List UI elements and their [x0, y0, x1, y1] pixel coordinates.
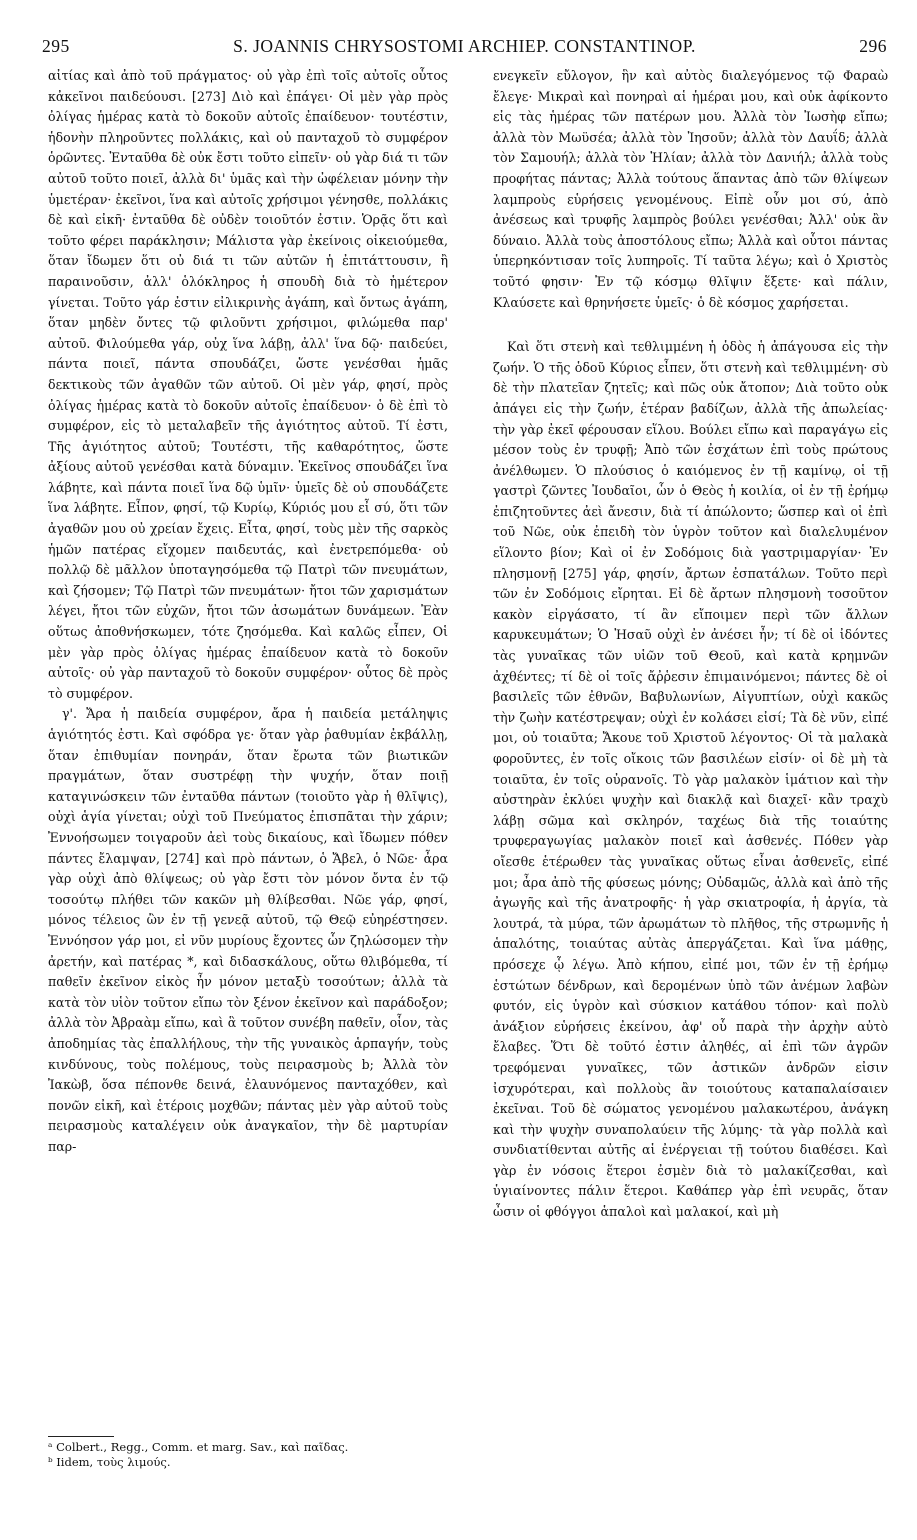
- running-title: S. JOANNIS CHRYSOSTOMI ARCHIEP. CONSTANTINOP.: [233, 36, 696, 56]
- footnotes: [48, 1440, 468, 1470]
- footnote-b: ᵇ Iidem, τοὺς λιμούς.: [48, 1455, 171, 1469]
- left-paragraph-1: αἰτίας καὶ ἀπὸ τοῦ πράγματος· οὐ γὰρ ἐπὶ τοῖς αὐτοῖς οὗτος κἀκεῖνοι παιδεύουσι. [273] Διὸ καὶ ἐπάγει· Οἱ μὲν γὰρ πρὸς ὀλίγας ἡμέρας κατὰ τὸ δοκοῦν αὐτοῖς ἐπαίδευον· τουτέστιν, ἡδονὴν πληροῦντες πολλάκις, καὶ οὐ πανταχοῦ τὸ συμφέρον ὁρῶντες. Ἐνταῦθα δὲ οὐκ ἔστι τοῦτο εἰπεῖν· οὐ γὰρ διά τι τῶν αὐτοῦ τοῦτο ποιεῖ, ἀλλὰ δι' ὑμᾶς καὶ τὴν ὠφέλειαν μόνην τὴν ὑμετέραν· ἐκεῖνοι, ἵνα καὶ αὐτοῖς χρήσιμοι γένησθε, πολλάκις δὲ καὶ εἰκῆ· ἐνταῦθα δὲ οὐδὲν τοιοῦτόν ἐστιν. Ὁρᾷς ὅτι καὶ τοῦτο φέρει παράκλησιν; Μάλιστα γὰρ ἐκείνοις οἰκειούμεθα, ὅταν ἴδωμεν ὅτι οὐ διά τι τῶν αὐτῶν ἡ ἐπιτάττουσιν, ἢ παραινοῦσιν, ἀλλ' ὁλόκληρος ἡ σπουδὴ διὰ τὸ ἡμέτερον γίνεται. Τοῦτο γάρ ἐστιν εἰλικρινὴς ἀγάπη, καὶ ὄντως ἀγάπη, ὅταν μηδὲν ὄντες τῷ φιλοῦντι χρήσιμοι, φιλώμεθα παρ' αὐτοῦ. Φιλούμεθα γάρ, οὐχ ἵνα λάβῃ, ἀλλ' ἵνα δῷ· παιδεύει, πάντα ποιεῖ, πάντα σπουδάζει, ὥστε γενέσθαι ἡμᾶς δεκτικοὺς τῶν ἀγαθῶν τῶν αὐτοῦ. Οἱ μὲν γάρ, φησί, πρὸς ὀλίγας ἡμέρας κατὰ τὸ δοκοῦν αὐτοῖς ἐπαίδευον· ὁ δὲ ἐπὶ τὸ συμφέρον, εἰς τὸ μεταλαβεῖν τῆς ἁγιότητος αὐτοῦ. Τί ἐστι, Τῆς ἁγιότητος αὐτοῦ; Τουτέστι, τῆς καθαρότητος, ὥστε ἀξίους αὐτοῦ γενέσθαι κατὰ δύναμιν. Ἐκεῖνος σπουδάζει ἵνα λάβητε, καὶ πάντα ποιεῖ ἵνα δῷ ὑμῖν· ὑμεῖς δὲ οὐ σπουδάζετε ἵνα λάβητε. Εἶπον, φησί, τῷ Κυρίῳ, Κύριός μου εἶ σύ, ὅτι τῶν ἀγαθῶν μου οὐ χρείαν ἔχεις. Εἶτα, φησί, τοὺς μὲν τῆς σαρκὸς ἡμῶν πατέρας εἴχομεν παιδευτάς, καὶ ἐνετρεπόμεθα· οὐ πολλῷ δὲ μᾶλλον ὑποταγησόμεθα τῷ Πατρὶ τῶν πνευμάτων, καὶ ζήσομεν; Τῷ Πατρὶ τῶν πνευμάτων· ἤτοι τῶν χαρισμάτων λέγει, ἤτοι τῶν εὐχῶν, ἤτοι τῶν ἀσωμάτων δυνάμεων. Ἐὰν οὕτως ἀποθνήσκωμεν, τότε ζησόμεθα. Καὶ καλῶς εἶπεν, Οἱ μὲν γὰρ πρὸς ὀλίγας ἡμέρας ἐπαίδευον κατὰ τὸ δοκοῦν αὐτοῖς· οὐ γὰρ πανταχοῦ τὸ δοκοῦν συμφέρον· οὗτος δὲ πρὸς τὸ συμφέρον.: [48, 68, 448, 701]
- left-column: [48, 66, 448, 1157]
- right-paragraph-1: ενεγκεῖν εὔλογον, ἣν καὶ αὐτὸς διαλεγόμενος τῷ Φαραὼ ἔλεγε· Μικραὶ καὶ πονηραὶ αἱ ἡμέραι μου, καὶ οὐκ ἀφίκοντο εἰς τὰς ἡμέρας τῶν πατέρων μου. Ἀλλὰ τὸν Ἰωσὴφ εἴπω; ἀλλὰ τὸν Μωϋσέα; ἀλλὰ τὸν Ἰησοῦν; ἀλλὰ τὸν Δαυΐδ; ἀλλὰ τὸν Σαμουήλ; ἀλλὰ τὸν Ἠλίαν; ἀλλὰ τὸν Δανιήλ; ἀλλὰ τοὺς προφήτας πάντας; Ἀλλὰ τούτους ἅπαντας ἀπὸ τῶν θλίψεων λαμπροὺς εὑρήσεις γενομένους. Εἰπὲ οὖν μοι σύ, ἀπὸ ἀνέσεως καὶ τρυφῆς λαμπρὸς βούλει γενέσθαι; Ἀλλ' οὐκ ἂν δύναιο. Ἀλλὰ τοὺς ἀποστόλους εἴπω; Ἀλλὰ καὶ οὗτοι πάντας ὑπερηκόντισαν τοῖς λυπηροῖς. Τί ταῦτα λέγω; καὶ ὁ Χριστὸς τοῦτό φησιν· Ἐν τῷ κόσμῳ θλῖψιν ἕξετε· καὶ πάλιν, Κλαύσετε καὶ θρηνήσετε ὑμεῖς· ὁ δὲ κόσμος χαρήσεται.: [493, 68, 888, 310]
- left-paragraph-2: γ'. Ἄρα ἡ παιδεία συμφέρον, ἄρα ἡ παιδεία μετάληψις ἁγιότητός ἐστι. Καὶ σφόδρα γε· ὅταν γὰρ ῥαθυμίαν ἐκβάλλῃ, ὅταν ἐπιθυμίαν πονηράν, ὅταν ἔρωτα τῶν βιωτικῶν πραγμάτων, ὅταν συστρέφῃ τὴν ψυχήν, ὅταν ποιῇ καταγινώσκειν τῶν ἐνταῦθα πάντων (τοιοῦτο γὰρ ἡ θλῖψις), οὐχὶ ἁγία γίνεται; οὐχὶ τοῦ Πνεύματος ἐπισπᾶται τὴν χάριν; Ἐννοήσωμεν τοιγαροῦν ἀεὶ τοὺς δικαίους, καὶ ἴδωμεν πόθεν πάντες ἔλαμψαν, [274] καὶ πρὸ πάντων, ὁ Ἄβελ, ὁ Νῶε· ἆρα γὰρ οὐχὶ ἀπὸ θλίψεως; οὐ γὰρ ἔστι τὸν μόνον ὄντα ἐν τῷ τοσούτῳ πλήθει τῶν κακῶν μὴ θλίβεσθαι. Νῶε γάρ, φησί, μόνος τέλειος ὢν ἐν τῇ γενεᾷ αὐτοῦ, τῷ Θεῷ εὐηρέστησεν. Ἐννόησον γάρ μοι, εἰ νῦν μυρίους ἔχοντες ὧν ζηλώσομεν τὴν ἀρετήν, καὶ πατέρας *, καὶ διδασκάλους, οὕτω θλιβόμεθα, τί παθεῖν ἐκεῖνον εἰκὸς ἦν μόνον μεταξὺ τοσούτων; ἀλλὰ τὰ κατὰ τὸν υἱὸν τοῦτον εἴπω τὸν ξένον ἐκεῖνον καὶ παράδοξον; ἀλλὰ τὸν Ἀβραὰμ εἴπω, καὶ ἃ τοῦτον συνέβη παθεῖν, οἷον, τὰς ἀποδημίας τὰς ἐπαλλήλους, τὴν τῆς γυναικὸς ἁρπαγήν, τοὺς κινδύνους, τοὺς πολέμους, τοὺς πειρασμοὺς b; Ἀλλὰ τὸν Ἰακὼβ, ὅσα πέπονθε δεινά, ἐλαυνόμενος πανταχόθεν, καὶ πονῶν εἰκῆ, καὶ ἑτέροις μοχθῶν; πάντας μὲν γὰρ αὐτοῦ τοὺς πειρασμοὺς καταλέγειν οὐκ ἀναγκαῖον, τὴν δὲ μαρτυρίαν παρ-: [48, 706, 448, 1154]
- footnote-a: ᵃ Colbert., Regg., Comm. et marg. Sav., καὶ παῖδας.: [48, 1440, 349, 1454]
- page-number-right: 296: [859, 36, 887, 56]
- page-number-left: 295: [42, 36, 70, 56]
- running-head: [42, 36, 887, 58]
- paragraph-gap: [493, 313, 888, 337]
- right-column: [493, 66, 888, 1223]
- footnote-rule: [48, 1436, 114, 1437]
- right-paragraph-2: Καὶ ὅτι στενὴ καὶ τεθλιμμένη ἡ ὁδὸς ἡ ἀπάγουσα εἰς τὴν ζωήν. Ὁ τῆς ὁδοῦ Κύριος εἶπεν, ὅτι στενὴ καὶ τεθλιμμένη· σὺ δὲ τὴν πλατεῖαν ζητεῖς; καὶ πῶς οὐκ ἄτοπον; Διὰ τοῦτο οὐκ ἀπάγει εἰς τὴν ζωήν, ἑτέραν βαδίζων, ἀλλὰ τῆς ἀπωλείας· τὴν γὰρ ἐκεῖ φέρουσαν εἵλου. Βούλει εἴπω καὶ παραγάγω εἰς μέσον τοὺς ἐν τρυφῇ; Ἀπὸ τῶν ἐσχάτων ἐπὶ τοὺς πρώτους ἀνέλθωμεν. Ὁ πλούσιος ὁ καιόμενος ἐν τῇ καμίνῳ, οἱ τῇ γαστρὶ ζῶντες Ἰουδαῖοι, ὧν ὁ Θεὸς ἡ κοιλία, οἱ ἐν τῇ ἐρήμῳ ἐπιζητοῦντες ἀεὶ ἄνεσιν, διὰ τί ἀπώλοντο; ὥσπερ καὶ οἱ ἐπὶ τοῦ Νῶε, οὐκ ἐπειδὴ τὸν ὑγρὸν τοῦτον καὶ διαλελυμένον εἵλοντο βίον; Καὶ οἱ ἐν Σοδόμοις διὰ γαστριμαργίαν· Ἐν πλησμονῇ [275] γάρ, φησίν, ἄρτων ἐσπατάλων. Τοῦτο περὶ τῶν ἐν Σοδόμοις εἴρηται. Εἰ δὲ ἄρτων πλησμονὴ τοσοῦτον κακὸν εἰργάσατο, τί ἂν εἴποιμεν περὶ τῶν ἄλλων καρυκευμάτων; Ὁ Ἠσαῦ οὐχὶ ἐν ἀνέσει ἦν; τί δὲ οἱ ἰδόντες τὰς γυναῖκας τῶν υἱῶν τοῦ Θεοῦ, καὶ κατὰ κρημνῶν ἀχθέντες; τί δὲ οἱ τοῖς ἄῤῥεσιν ἐπιμαινόμενοι; πάντες δὲ οἱ βασιλεῖς τῶν ἐθνῶν, Βαβυλωνίων, Αἰγυπτίων, οὐχὶ κακῶς τὴν ζωὴν κατέστρεψαν; οὐχὶ ἐν κολάσει εἰσί; Τὰ δὲ νῦν, εἰπέ μοι, οὐ τοιαῦτα; Ἄκουε τοῦ Χριστοῦ λέγοντος· Οἱ τὰ μαλακὰ φοροῦντες, ἐν τοῖς οἴκοις τῶν βασιλέων εἰσίν· οἱ δὲ μὴ τὰ τοιαῦτα, ἐν τοῖς οὐρανοῖς. Τὸ γὰρ μαλακὸν ἱμάτιον καὶ τὴν αὐστηρὰν ἐκλύει ψυχὴν καὶ διακλᾷ καὶ διαχεῖ· κἂν τραχὺ λάβῃ σῶμα καὶ σκληρόν, ταχέως διὰ τῆς τοιαύτης τρυφεραγωγίας μαλακὸν ποιεῖ καὶ ἀσθενές. Πόθεν γὰρ οἴεσθε ἑτέρωθεν τὰς γυναῖκας οὕτως εἶναι ἀσθενεῖς, εἰπέ μοι; ἆρα ἀπὸ τῆς φύσεως μόνης; Οὐδαμῶς, ἀλλὰ καὶ ἀπὸ τῆς ἀγωγῆς καὶ τῆς ἀνατροφῆς· ἡ γὰρ σκιατροφία, ἡ ἀργία, τὰ λουτρά, τὰ μύρα, τῶν ἀρωμάτων τὸ πλῆθος, τῆς στρωμνῆς ἡ ἁπαλότης, τοιαύτας αὐτὰς ἀπεργάζεται. Καὶ ἵνα μάθῃς, πρόσεχε ᾧ λέγω. Ἀπὸ κήπου, εἰπέ μοι, τῶν ἐν τῇ ἐρήμῳ ἑστώτων δένδρων, καὶ δερομένων ὑπὸ τῶν ἀνέμων λαβὼν φυτόν, εἰς ὑγρὸν καὶ σύσκιον κατάθου τόπον· καὶ πολὺ ἀνάξιον εὑρήσεις ἐκείνου, ἀφ' οὗ παρὰ τὴν ἀρχὴν αὐτὸ ἔλαβες. Ὅτι δὲ τοῦτό ἐστιν ἀληθές, αἱ ἐπὶ τῶν ἀγρῶν τρεφόμεναι γυναῖκες, τῶν ἀστικῶν ἀνδρῶν εἰσιν ἰσχυρότεραι, καὶ πολλοὺς ἂν τοιούτους καταπαλαίσαιεν ἐκεῖναι. Τοῦ δὲ σώματος γενομένου μαλακωτέρου, ἀνάγκη καὶ τὴν ψυχὴν συναπολαύειν τῆς λύμης· τὰ γὰρ πολλὰ καὶ συνδιατίθενται αὐτῆς αἱ ἐνέργειαι τῇ τούτου διαθέσει. Καὶ γὰρ ἐν νόσοις ἕτεροι ἐσμὲν διὰ τὸ μαλακίζεσθαι, καὶ ὑγιαίνοντες πάλιν ἕτεροι. Καθάπερ γὰρ ἐπὶ νευρᾶς, ὅταν ὦσιν οἱ φθόγγοι ἁπαλοὶ καὶ μαλακοί, καὶ μὴ: [493, 339, 888, 1220]
